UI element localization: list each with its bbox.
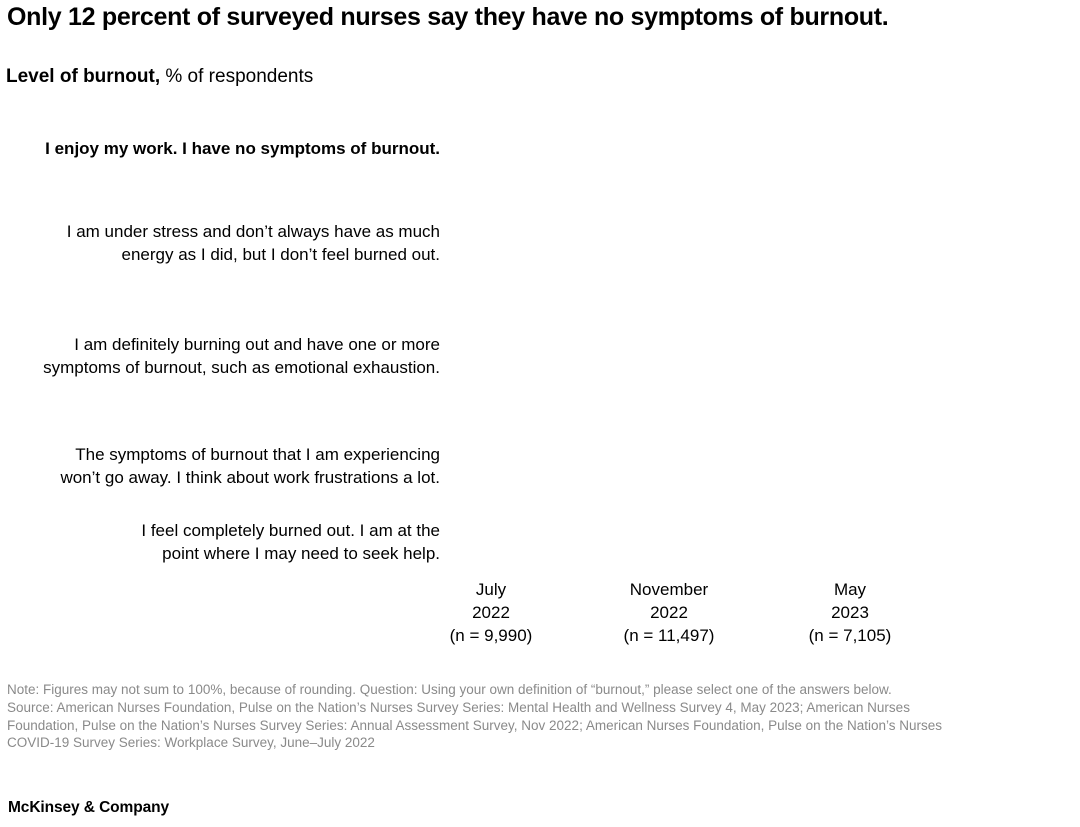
footnote-line-1: Note: Figures may not sum to 100%, because of rounding. Question: Using your own definition of “burnout,” please select one of the answers below. [7,682,892,697]
column-header-november-2022-sample: (n = 11,497) [623,626,715,645]
footnote [7,681,1037,752]
row-label-no-symptoms-line-1: I enjoy my work. I have no symptoms of burnout. [45,139,440,158]
footnote-line-4: COVID-19 Survey Series: Workplace Survey, June–July 2022 [7,735,375,751]
column-header-july-2022-year: 2022 [472,603,510,622]
column-header-may-2023-month: May [833,580,867,599]
chart-subtitle [6,64,313,89]
footnote-line-2: Source: American Nurses Foundation, Pulse on the Nation’s Nurses Survey Series: Mental Health and Wellness Survey 4, May 2023; American Nurses [7,699,910,715]
chart-subtitle-units: % of respondents [160,66,314,87]
row-label-completely-burned-out-line-1: I feel completely burned out. I am at the [141,521,440,540]
column-header-november-2022 [569,578,769,647]
row-label-symptoms-wont-go-away [0,443,440,489]
row-label-completely-burned-out [0,519,440,565]
mckinsey-wordmark: McKinsey & Company [8,799,169,816]
column-header-november-2022-year: 2022 [650,603,688,622]
column-header-july-2022-sample: (n = 9,990) [449,626,533,645]
row-label-completely-burned-out-line-2: point where I may need to seek help. [162,544,440,563]
row-label-definitely-burning-out-line-2: symptoms of burnout, such as emotional exhaustion. [43,358,440,377]
column-header-july-2022-month: July [475,580,507,599]
column-header-july-2022 [391,578,591,647]
row-label-no-symptoms [0,137,440,160]
row-label-definitely-burning-out-line-1: I am definitely burning out and have one or more [74,335,440,354]
page-title: Only 12 percent of surveyed nurses say they have no symptoms of burnout. [7,3,889,31]
chart-subtitle-label: Level of burnout, [6,66,161,87]
footnote-line-3: Foundation, Pulse on the Nation’s Nurses Survey Series: Annual Assessment Survey, Nov 2022; American Nurses Foundation, Pulse on the Nation’s Nurses [7,717,943,733]
column-header-november-2022-month: November [629,580,709,599]
row-label-definitely-burning-out [0,333,440,379]
row-label-under-stress [0,220,440,266]
row-label-symptoms-wont-go-away-line-2: won’t go away. I think about work frustrations a lot. [60,468,440,487]
row-label-under-stress-line-1: I am under stress and don’t always have as much [66,222,440,241]
column-header-may-2023-sample: (n = 7,105) [808,626,892,645]
column-header-may-2023-year: 2023 [831,603,869,622]
row-label-symptoms-wont-go-away-line-1: The symptoms of burnout that I am experiencing [75,445,440,464]
plot-area [455,115,1065,570]
column-header-may-2023 [750,578,950,647]
row-label-under-stress-line-2: energy as I did, but I don’t feel burned out. [121,245,440,264]
